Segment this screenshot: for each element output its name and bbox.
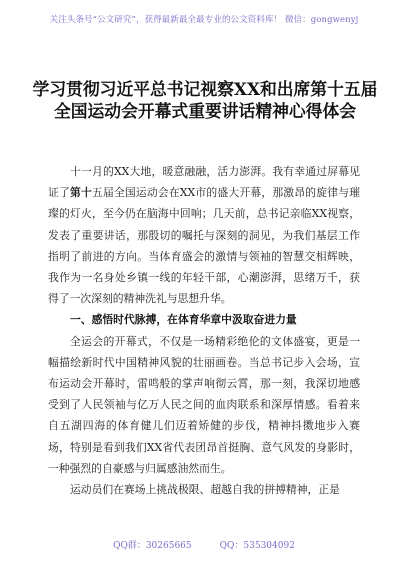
- section-heading: 一、感悟时代脉搏，在体育华章中汲取奋进力量: [70, 313, 297, 327]
- section1-paragraph-continued: 运动员们在赛场上挑战极限、超越自我的拼搏精神，正是: [70, 483, 340, 497]
- footer-contact: [0, 538, 408, 551]
- intro-text-start: 十一月的XX大地，暖意融融，活力澎湃。我有幸通过屏幕见证了: [48, 165, 360, 200]
- document-body: [48, 161, 360, 500]
- intro-text-bold: 第十: [69, 186, 92, 200]
- intro-text-end: 五届全国运动会在XX市的盛大开幕，那激昂的旋律与璀璨的灯火，至今仍在脑海中回响；几天前，总书记亲临XX视察，发表了重要讲话，那殷切的嘱托与深刻的洞见，为我们基层工作指明了前进的方向。当体育盛会的激情与领袖的智慧交相辉映，我作为一名身处乡镇一线的年轻干部，心潮澎湃，思绪万千，获得了一次深刻的精神洗礼与思想升华。: [48, 186, 361, 306]
- header-notice: 关注头条号“公文研究”，获得最新最全最专业的公文资料库！ 微信：gongwenyj: [49, 15, 359, 25]
- footer-qq-number: QQ：535304092: [219, 541, 295, 551]
- section1-paragraph: 全运会的开幕式，不仅是一场精彩绝伦的文体盛宴，更是一幅描绘新时代中国精神风貌的壮丽画卷。当总书记步入会场，宣布运动会开幕时，雷鸣般的掌声响彻云霄，那一刻，我深切地感受到了人民领袖与亿万人民之间的血肉联系和深厚情感。看着来自五湖四海的体育健儿们迈着矫健的步伐，精神抖擞地步入赛场，特别是看到我们XX省代表团昂首挺胸、意气风发的身影时，一种强烈的自豪感与归属感油然而生。: [48, 334, 360, 475]
- document-title: 学习贯彻习近平总书记视察XX和出席第十五届全国运动会开幕式重要讲话精神心得体会: [32, 79, 378, 121]
- intro-paragraph: [48, 161, 360, 309]
- footer-qq-group: QQ群：30265665: [113, 541, 192, 551]
